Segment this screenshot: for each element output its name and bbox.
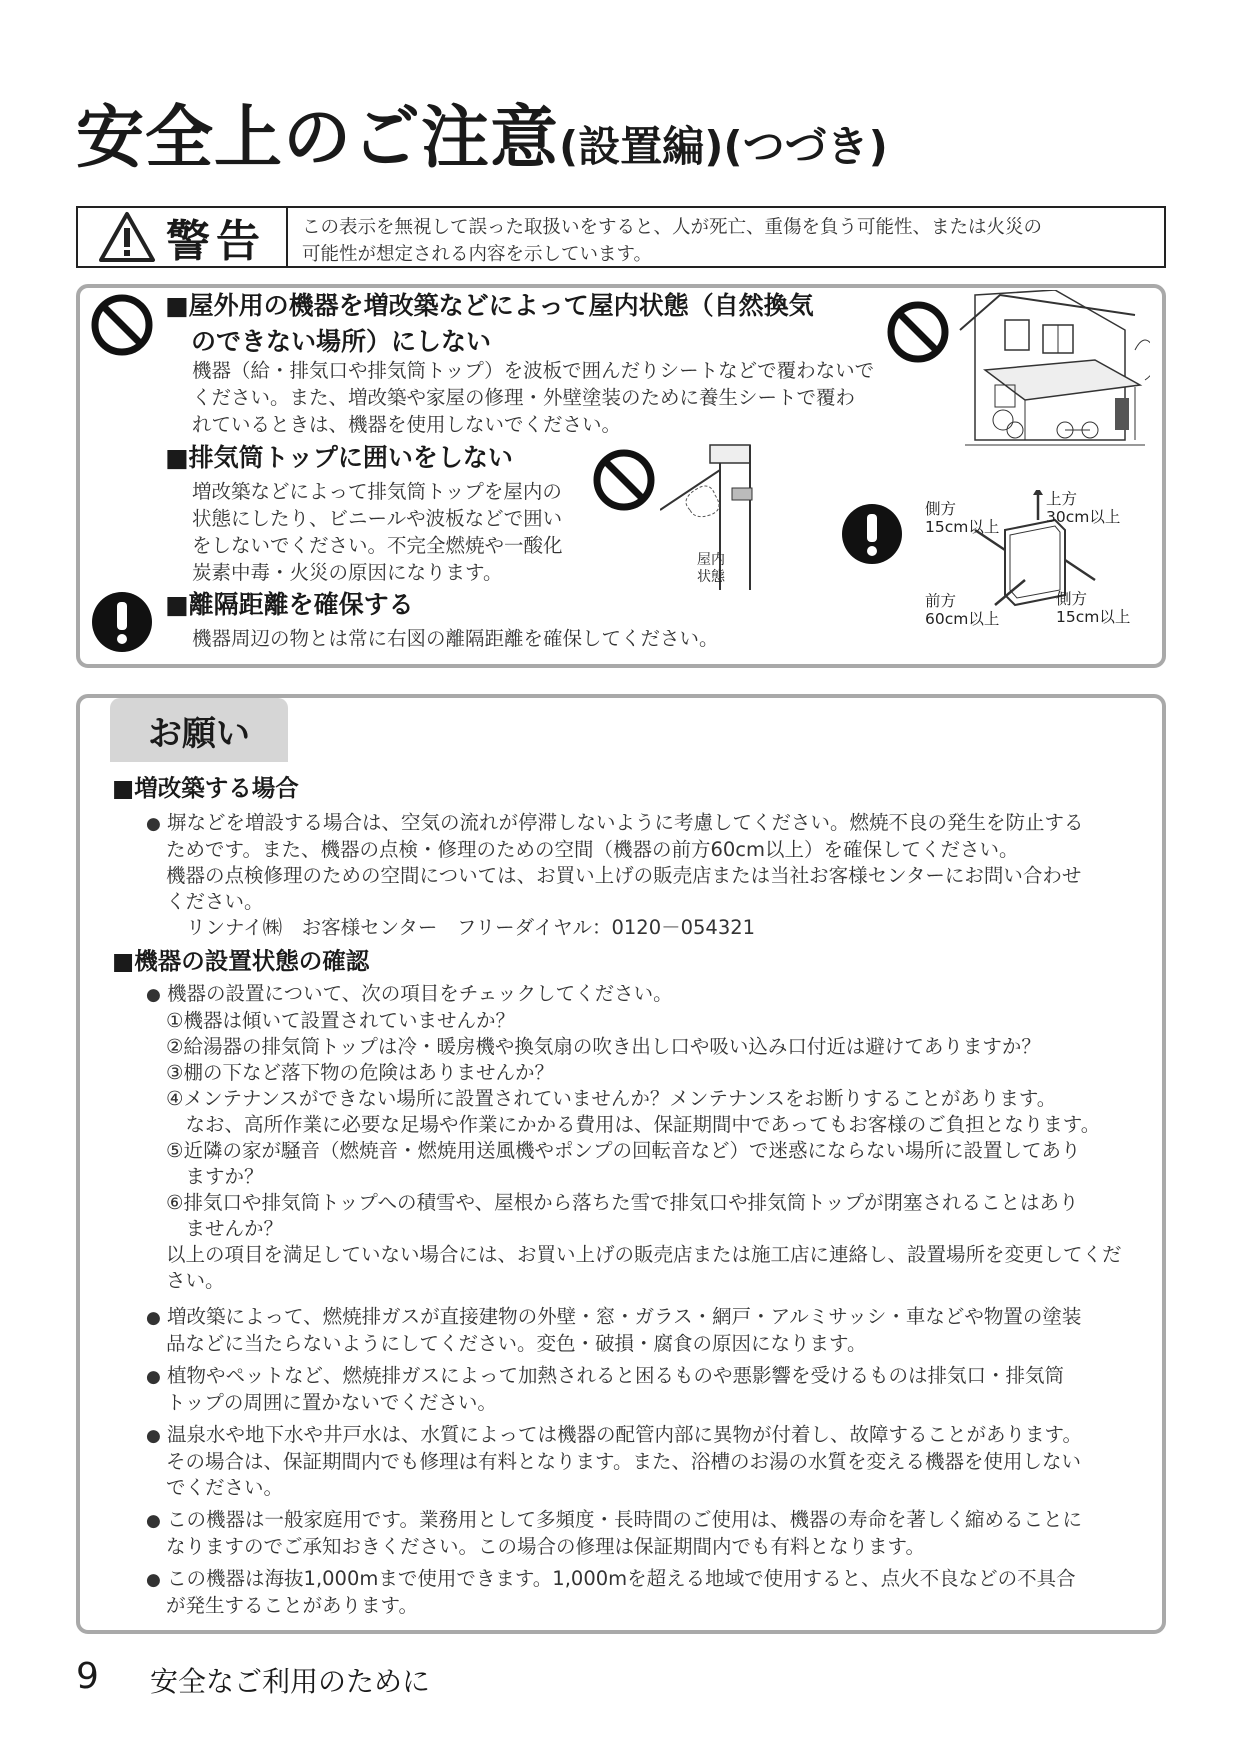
item2-heading: ■排気筒トップに囲いをしない (165, 443, 513, 472)
item2-body: 増改築などによって排気筒トップを屋内の 状態にしたり、ビニールや波板などで囲い をしないでください。不完全燃焼や一酸化 炭素中毒・火災の原因になります。 (192, 480, 563, 584)
clearance-right-label: 側方 15cm以上 (1056, 590, 1131, 626)
warning-description: この表示を無視して誤った取扱いをすると、人が死亡、重傷を負う可能性、または火災の 可能性が想定される内容を示しています。 (302, 217, 1043, 265)
item1-body: 機器（給・排気口や排気筒トップ）を波板で囲んだりシートなどで覆わないで ください。また、増改築や家屋の修理・外壁塗装のために養生シートで覆わ れているときは、機器を使用しないでください。 (192, 359, 875, 436)
clearance-front-label: 前方 60cm以上 (925, 592, 1000, 628)
request-tab: お願い (110, 698, 288, 762)
list-item: ● この機器は海抜1,000mまで使用できます。1,000mを超える地域で使用すると、点火不良などの不具合 が発生することがあります。 (146, 1567, 1076, 1617)
clearance-top-label: 上方 30cm以上 (1046, 490, 1121, 526)
item3-body: 機器周辺の物とは常に右図の離隔距離を確保してください。 (192, 627, 719, 650)
mandatory-icon (90, 590, 154, 654)
list-item: ● 植物やペットなど、燃焼排ガスによって加熱されると困るものや悪影響を受けるものは排気口・排気筒 トップの周囲に置かないでください。 (146, 1364, 1065, 1414)
list-item: ● 温泉水や地下水や井戸水は、水質によっては機器の配管内部に異物が付着し、故障することがあります。 その場合は、保証期間内でも修理は有料となります。また、浴槽のお湯の水質を変える機器を使用しない でください。 (146, 1423, 1082, 1499)
additional-notes (146, 1304, 1082, 1619)
list-item: ● この機器は一般家庭用です。業務用として多頻度・長時間のご使用は、機器の寿命を著しく縮めることに なりますのでご承知おきください。この場合の修理は保証期間内でも有料となります。 (146, 1508, 1082, 1558)
warning-label: 警告 (78, 208, 288, 266)
customer-center-contact: リンナイ㈱ お客様センター フリーダイヤル：0120－054321 (186, 916, 756, 939)
section-install-check-list: ● 機器の設置について、次の項目をチェックしてください。 ①機器は傾いて設置されていませんか？ ②給湯器の排気筒トップは冷・暖房機や換気扇の吹き出し口や吸い込み口付近は避けてありますか？ ③棚の下など落下物の危険はありませんか？ ④メンテナンスができない場所に設置されていませんか？メンテナンスをお断りすることがあります。 なお、高所作業に必要な足場や作業にかかる費用は、保証期間中であってもお客様のご負担となります。 ⑤近隣の家が騒音（燃焼音・燃焼用送風機やポンプの回転音など）で迷惑にならない場所に設置してあり ますか？ ⑥排気口や排気筒トップへの積雪や、屋根から落ちた雪で排気口や排気筒トップが閉塞されることはあり ませんか？ 以上の項目を満足していない場合には、お買い上げの販売店または施工店に連絡し、設置場所を変更してくだ さい。 (146, 982, 1122, 1292)
warning-header (76, 206, 1166, 268)
section-extension-bullet: ● 塀などを増設する場合は、空気の流れが停滞しないように考慮してください。燃焼不良の発生を防止する ためです。また、機器の点検・修理のための空間（機器の前方60cm以上）を確保してください。 機器の点検修理のための空間については、お買い上げの販売店または当社お客様センターにお問い合わせ ください。 リンナイ㈱ お客様センター フリーダイヤル：0120－054321 (146, 811, 1084, 939)
footer-section-label: 安全なご利用のために (150, 1665, 431, 1698)
item3-heading: ■離隔距離を確保する (165, 590, 414, 619)
clearance-left-label: 側方 15cm以上 (925, 500, 1000, 536)
covered-house-illustration (955, 290, 1150, 450)
section-extension-heading: ■増改築する場合 (112, 774, 299, 802)
list-item: ● 増改築によって、燃焼排ガスが直接建物の外壁・窓・ガラス・網戸・アルミサッシ・車などや物置の塗装 品などに当たらないようにしてください。変色・破損・腐食の原因になります。 (146, 1305, 1082, 1355)
mandatory-icon (840, 502, 904, 566)
prohibition-icon (886, 300, 950, 364)
indoor-state-label: 屋内 状態 (697, 552, 725, 585)
page-number: 9 (76, 1656, 99, 1697)
prohibition-icon (592, 448, 656, 512)
page-title: 安全上のご注意(設置編)(つづき) (76, 99, 888, 178)
item1-heading: ■屋外用の機器を増改築などによって屋内状態（自然換気 のできない場所）にしない (165, 291, 814, 356)
warning-triangle-icon (98, 211, 156, 263)
section-install-check-heading: ■機器の設置状態の確認 (112, 947, 370, 975)
prohibition-icon (90, 293, 154, 357)
